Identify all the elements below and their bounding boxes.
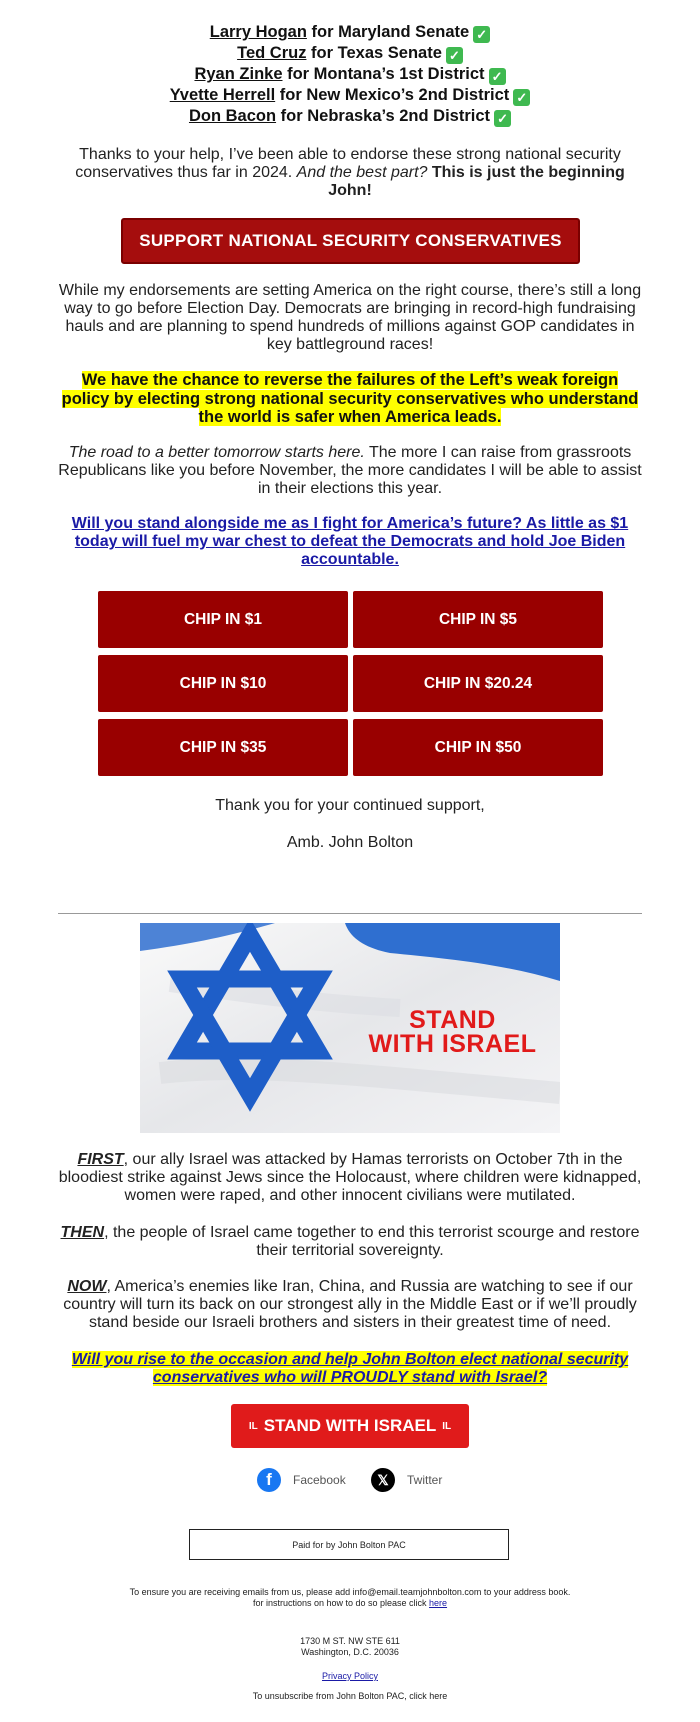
chip-in-10-button[interactable]: CHIP IN $10: [98, 655, 348, 712]
endorsement-item: [0, 85, 700, 106]
paid-for-box: Paid for by John Bolton PAC: [189, 1529, 509, 1560]
highlighted-paragraph: [58, 371, 642, 427]
highlighted-text: We have the chance to reverse the failures of the Left’s weak foreign policy by electing strong national security conservatives who understand the world is safer when America leads.: [61, 371, 639, 426]
twitter-label: Twitter: [407, 1473, 443, 1487]
rise-link-text: Will you rise to the occasion and help John Bolton elect national security conservatives who will PROUDLY stand with Israel?: [71, 1351, 629, 1386]
facebook-label: Facebook: [293, 1473, 346, 1487]
israel-flag-icon: IL: [248, 1420, 258, 1432]
grassroots-italic: The road to a better tomorrow starts here.: [68, 444, 365, 461]
candidate-link[interactable]: Ted Cruz: [237, 44, 307, 62]
now-keyword: NOW: [67, 1278, 107, 1295]
rise-to-occasion-link[interactable]: [58, 1351, 642, 1387]
facebook-icon: f: [257, 1468, 281, 1492]
check-icon: ✓: [489, 68, 506, 85]
candidate-race: for Nebraska’s 2nd District: [276, 107, 491, 125]
chip-in-5-button[interactable]: CHIP IN $5: [353, 591, 603, 648]
address-book-note: [0, 1587, 700, 1609]
chip-in-1-button[interactable]: CHIP IN $1: [98, 591, 348, 648]
address-line2: Washington, D.C. 20036: [301, 1647, 399, 1657]
privacy-row: [0, 1671, 700, 1682]
candidate-race: for Texas Senate: [306, 44, 442, 62]
endorsement-item: [0, 106, 700, 127]
chip-in-20-24-button[interactable]: CHIP IN $20.24: [353, 655, 603, 712]
privacy-policy-link[interactable]: Privacy Policy: [321, 1671, 378, 1681]
then-keyword: THEN: [60, 1224, 105, 1241]
address-book-line: To ensure you are receiving emails from us, please add info@email.teamjohnbolton.com to your address book.: [129, 1587, 571, 1597]
endorsement-item: [0, 22, 700, 43]
candidate-link[interactable]: Yvette Herrell: [169, 86, 276, 104]
candidate-link[interactable]: Larry Hogan: [209, 23, 307, 41]
first-text: , our ally Israel was attacked by Hamas terrorists on October 7th in the bloodiest strike against Jews since the Holocaust, where children were kidnapped, women were raped, and other innocent civilians were mutilated.: [58, 1151, 642, 1204]
check-icon: ✓: [473, 26, 490, 43]
divider: [58, 913, 642, 914]
israel-flag-icon: IL: [442, 1420, 452, 1432]
image-text-line1: STAND: [409, 1006, 496, 1034]
instructions-here-link[interactable]: here: [429, 1598, 448, 1608]
x-icon: 𝕏: [371, 1468, 395, 1492]
endorsement-paragraph: While my endorsements are setting America on the right course, there’s still a long way to go before Election Day. Democrats are bringing in record-high fundraising hauls and are planning to spend hundreds of millions against GOP candidates in key battleground races!: [58, 282, 642, 353]
endorsement-item: [0, 64, 700, 85]
intro-text: Thanks to your help, I’ve been able to endorse these strong national security conservatives thus far in 2024.: [75, 146, 621, 181]
chip-in-35-button[interactable]: CHIP IN $35: [98, 719, 348, 776]
now-paragraph: [58, 1278, 642, 1332]
first-keyword: FIRST: [77, 1151, 124, 1168]
candidate-race: for Maryland Senate: [306, 23, 470, 41]
grassroots-text: The more I can raise from grassroots Republicans like you before November, the more candidates I will be able to assist in their elections this year.: [58, 444, 642, 497]
grassroots-paragraph: [58, 444, 642, 498]
check-icon: ✓: [494, 110, 511, 127]
address-line1: 1730 M ST. NW STE 611: [300, 1636, 400, 1646]
mailing-address: [0, 1636, 700, 1658]
intro-paragraph: [58, 146, 642, 200]
donate-appeal-link[interactable]: Will you stand alongside me as I fight for America’s future? As little as $1 today will fuel my war chest to defeat the Democrats and hold Joe Biden accountable.: [71, 515, 629, 568]
check-icon: ✓: [513, 89, 530, 106]
image-text-line2: WITH ISRAEL: [368, 1030, 537, 1058]
stand-with-israel-button[interactable]: [231, 1404, 469, 1448]
candidate-race: for New Mexico’s 2nd District: [275, 86, 510, 104]
support-conservatives-button[interactable]: SUPPORT NATIONAL SECURITY CONSERVATIVES: [121, 218, 580, 264]
candidate-link[interactable]: Ryan Zinke: [194, 65, 283, 83]
unsubscribe-line[interactable]: To unsubscribe from John Bolton PAC, click here: [252, 1691, 448, 1701]
first-paragraph: [58, 1151, 642, 1205]
chip-in-50-button[interactable]: CHIP IN $50: [353, 719, 603, 776]
intro-italic: And the best part?: [296, 164, 428, 181]
intro-bold: This is just the beginning John!: [328, 164, 625, 199]
now-text: , America’s enemies like Iran, China, and Russia are watching to see if our country will turn its back on our strongest ally in the Middle East or if we’ll proudly stand beside our Israeli brothers and sisters in their greatest time of need.: [63, 1278, 637, 1331]
instructions-line: for instructions on how to do so please click: [252, 1598, 430, 1608]
endorsement-list: [0, 22, 700, 127]
endorsement-item: [0, 43, 700, 64]
then-paragraph: [58, 1224, 642, 1260]
thanks-line: Thank you for your continued support,: [215, 797, 485, 814]
stand-with-israel-image[interactable]: [140, 923, 560, 1133]
stand-with-israel-image-text: [365, 1008, 540, 1056]
signature: Amb. John Bolton: [286, 834, 414, 851]
then-text: , the people of Israel came together to end this terrorist scourge and restore their territorial sovereignty.: [104, 1224, 640, 1259]
candidate-link[interactable]: Don Bacon: [188, 107, 277, 125]
social-links: [0, 1468, 700, 1494]
facebook-link[interactable]: [257, 1468, 346, 1492]
stand-with-israel-label: STAND WITH ISRAEL: [263, 1416, 437, 1435]
check-icon: ✓: [446, 47, 463, 64]
twitter-link[interactable]: [371, 1468, 442, 1492]
candidate-race: for Montana’s 1st District: [282, 65, 485, 83]
